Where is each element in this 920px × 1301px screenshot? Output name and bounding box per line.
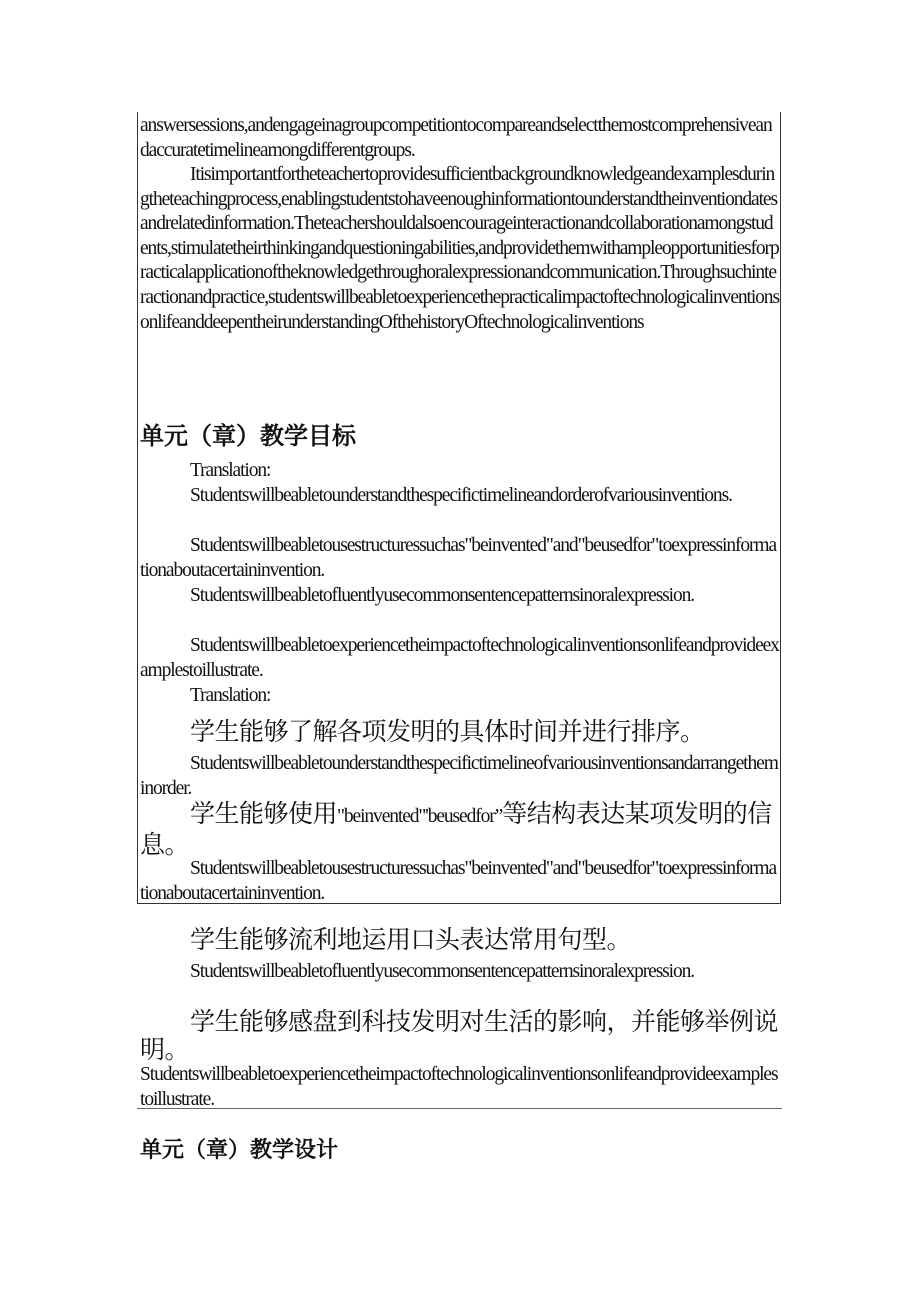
intro-paragraph-1: answersessions,andengageinagroupcompetitiontocompareandselectthemostcomprehensiveandaccuratetimelineamongdifferentgroups.	[140, 115, 772, 161]
goal-cn-2-part-a: 学生能够使用	[190, 799, 338, 828]
section-goals-heading: 单元（章）教学目标	[140, 422, 356, 450]
goal-en-8: Studentswillbeabletoexperiencetheimpactoftechnologicalinventionsonlifeandprovideexamplestoillustrate.	[140, 1064, 778, 1110]
goal-cn-4: 学生能够感盘到科技发明对生活的影响，并能够举例说明。	[140, 1007, 779, 1064]
goal-en-1: Studentswillbeabletounderstandthespecifictimelineandorderofvariousinventions.	[190, 485, 732, 506]
goal-cn-1: 学生能够了解各项发明的具体时间并进行排序。	[190, 717, 705, 746]
intro-paragraph-2: Itisimportantfortheteachertoprovidesufficientbackgroundknowledgeandexamplesduringtheteachingprocess,enablingstudentstohaveenoughinformationtounderstandtheinventiondatesandrelatedinformation.Theteachershouldalsoencourageinteractionandcollaborationamongstudents,stimulatetheirthinkingandquestioningabilities,andprovidethemwithampleopportunitiesforpracticalapplicationoftheknowledgethroughoralexpressionandcommunication.Throughsuchinteractionandpractice,studentswillbeabletoexperiencethepracticalimpactoftechnologicalinventionsonlifeanddeepentheirunderstandingOfthehistoryOftechnologicalinventions	[140, 164, 779, 333]
goal-en-6: Studentswillbeabletousestructuressuchas"beinvented"and"beusedfor"toexpressinformationaboutacertaininvention.	[140, 858, 777, 904]
goal-en-5: Studentswillbeabletounderstandthespecifictimelineofvariousinventionsandarrangetheminorder.	[140, 753, 778, 799]
goal-cn-2	[140, 800, 780, 859]
goal-cn-2-structures: "beinvented"'beusedfor”	[337, 806, 503, 827]
goal-en-4: Studentswillbeabletoexperiencetheimpactoftechnologicalinventionsonlifeandprovideexamplestoillustrate.	[140, 635, 779, 681]
section-design-heading: 单元（章）教学设计	[140, 1138, 339, 1163]
goal-en-2: Studentswillbeabletousestructuressuchas"beinvented"and"beusedfor"toexpressinformationaboutacertaininvention.	[140, 535, 777, 581]
translation-label-1: Translation:	[190, 460, 271, 481]
goal-cn-2-part-c: 等结构表达某项发明的信息。	[140, 799, 772, 859]
goal-en-7: Studentswillbeabletofluentlyusecommonsentencepatternsinoralexpression.	[190, 961, 695, 982]
translation-label-2: Translation:	[190, 685, 271, 706]
goal-en-3: Studentswillbeabletofluentlyusecommonsentencepatternsinoralexpression.	[190, 585, 695, 606]
goal-cn-3: 学生能够流利地运用口头表达常用句型。	[190, 925, 632, 954]
section-divider	[137, 1108, 782, 1109]
